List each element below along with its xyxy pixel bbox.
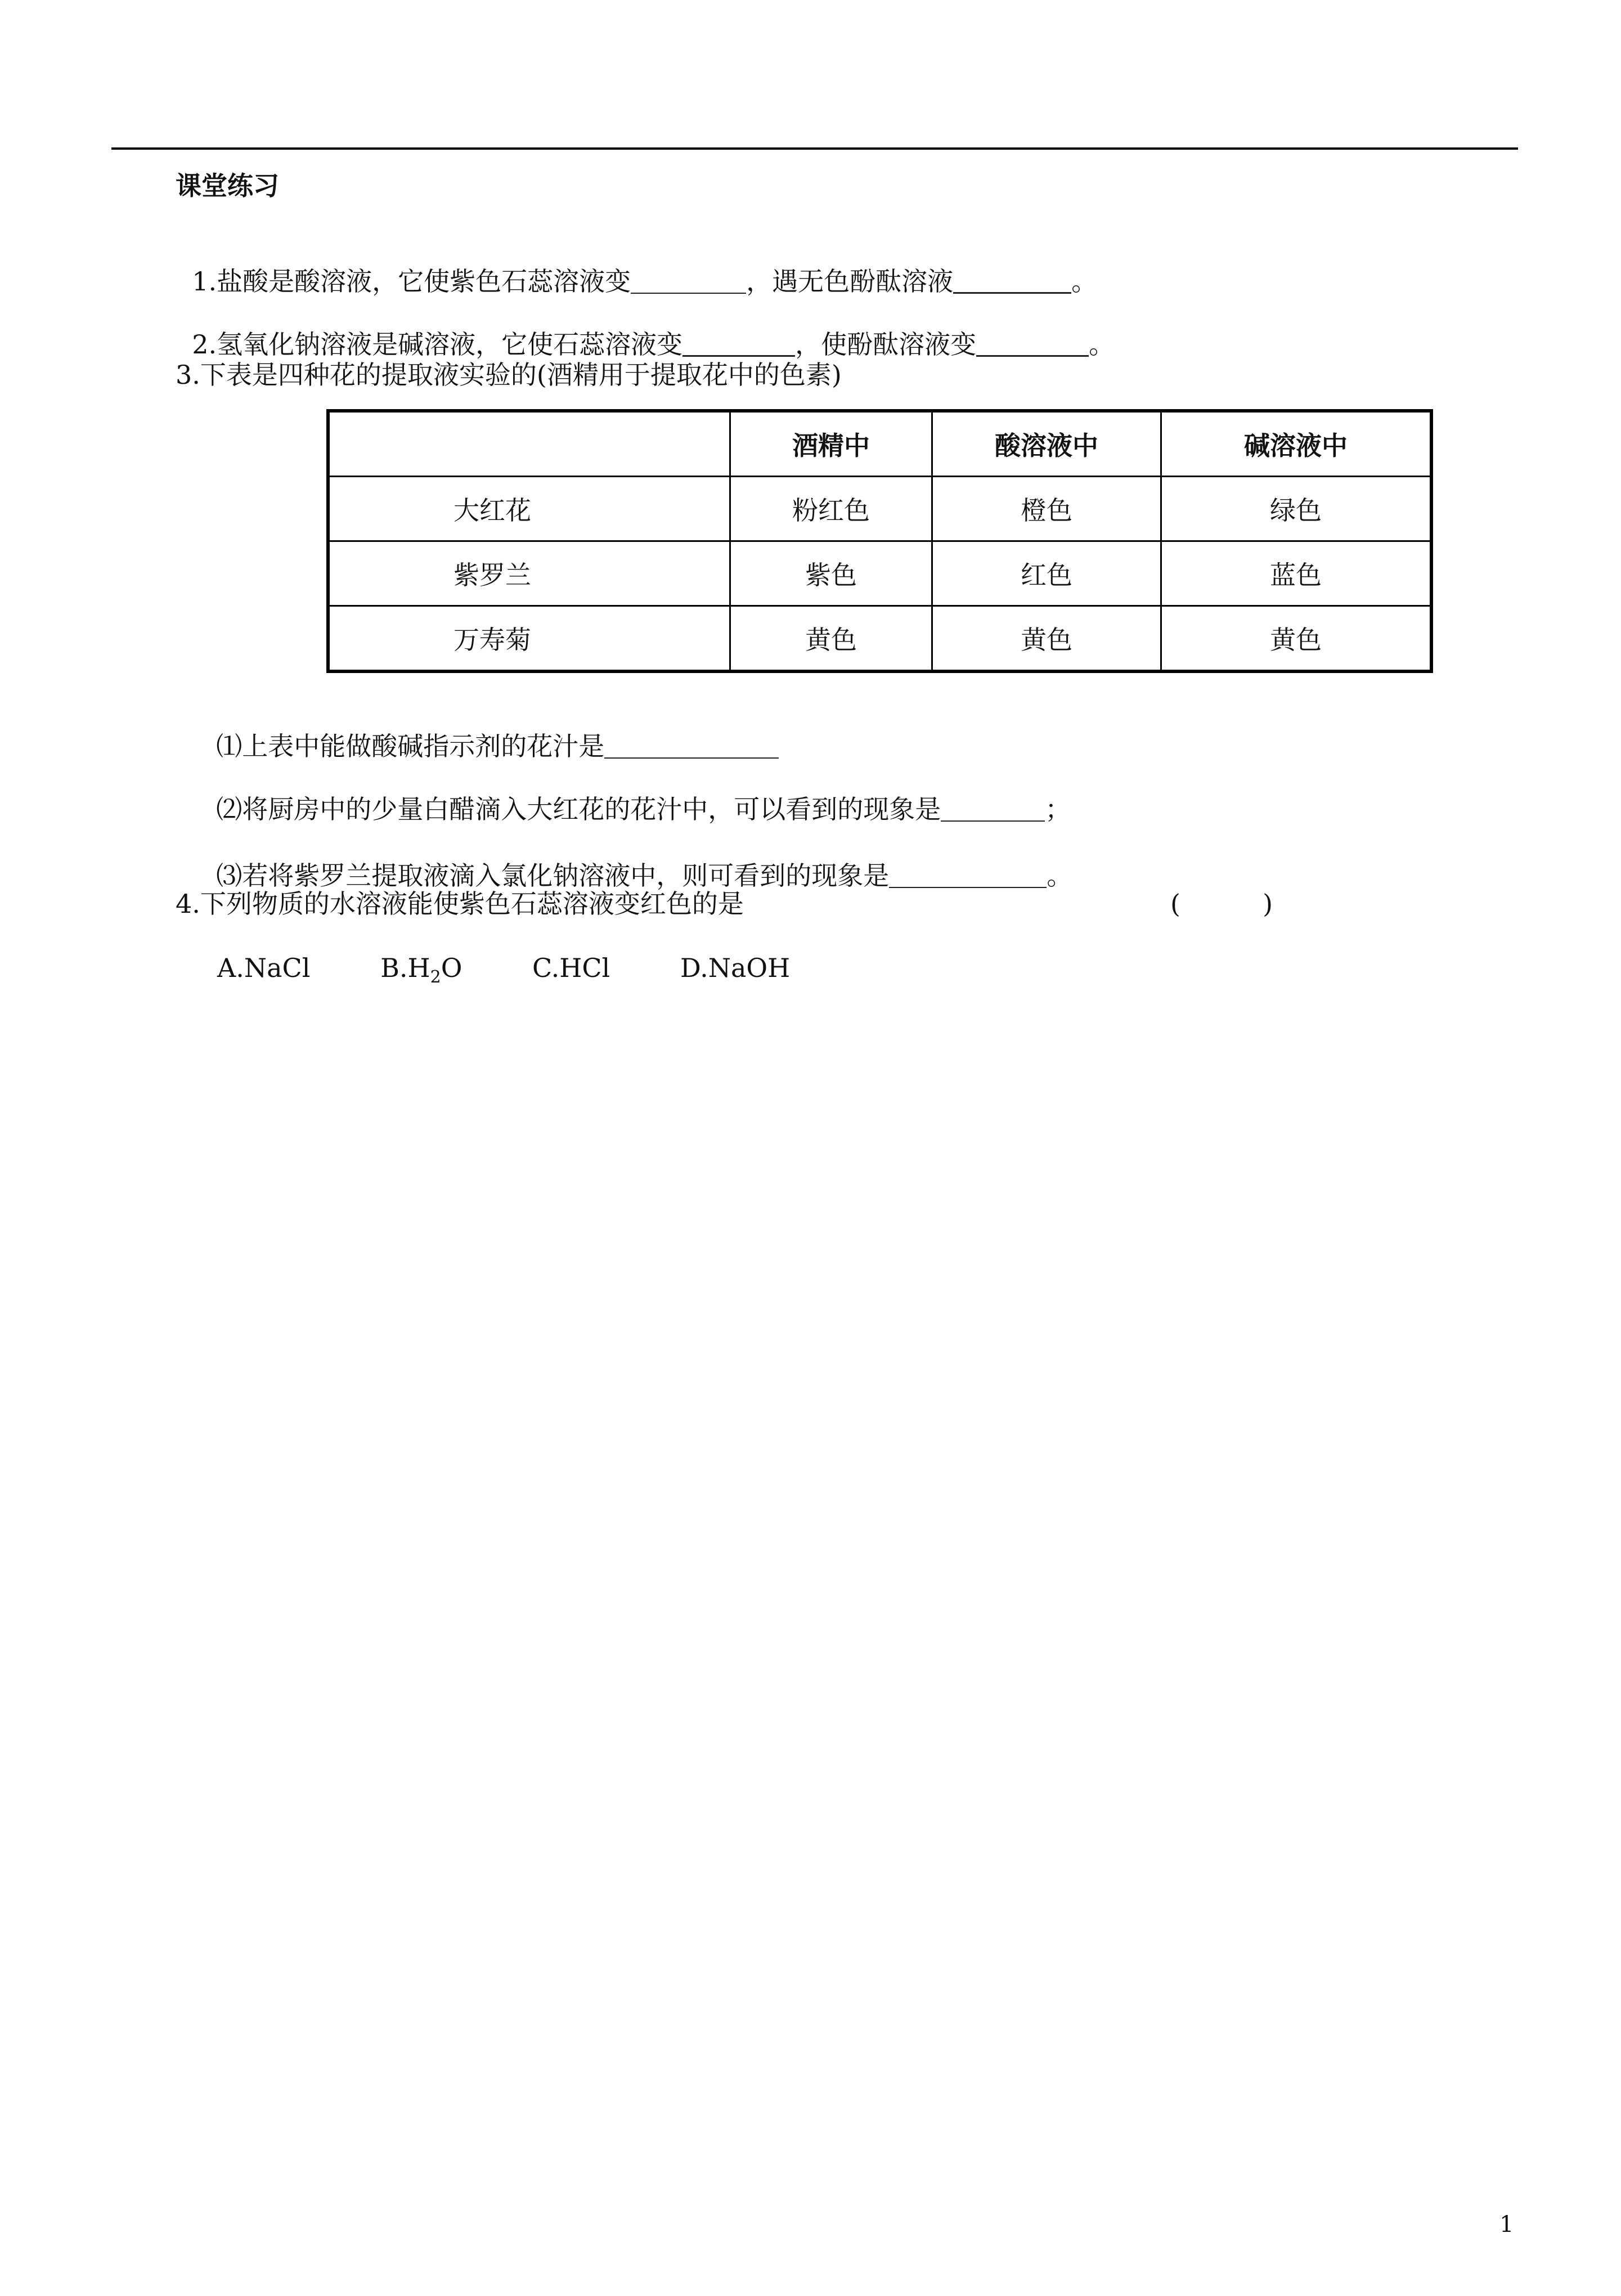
question-3-sub-2 — [200, 759, 1071, 826]
q1-text-1: 1.盐酸是酸溶液，它使紫色石蕊溶液变 — [192, 266, 631, 297]
q1-text-3: 。 — [1071, 266, 1098, 297]
table-cell: 绿色 — [1161, 477, 1432, 541]
table-cell: 橙色 — [932, 477, 1161, 541]
flower-extract-table — [326, 409, 1433, 673]
table-header-row — [328, 411, 1431, 477]
table-header-base: 碱溶液中 — [1161, 411, 1432, 477]
q3-sub2-end: ； — [1045, 794, 1071, 824]
q2-blank-2[interactable] — [976, 328, 1089, 361]
question-3-intro: 3.下表是四种花的提取液实验的(酒精用于提取花中的色素) — [176, 360, 842, 390]
q2-text-1: 2.氢氧化钠溶液是碱溶液，它使石蕊溶液变 — [192, 329, 683, 360]
table-row — [328, 606, 1431, 672]
q3-sub1-text: ⑴上表中能做酸碱指示剂的花汁是 — [216, 731, 605, 761]
q3-sub3-end: 。 — [1047, 860, 1073, 891]
question-2 — [176, 294, 1115, 361]
table-header-blank — [328, 411, 730, 477]
option-b-subscript: 2 — [430, 967, 441, 988]
table-cell-flower: 万寿菊 — [328, 606, 730, 672]
question-4-stem: 4.下列物质的水溶液能使紫色石蕊溶液变红色的是 — [176, 889, 744, 919]
table-cell: 黄色 — [932, 606, 1161, 672]
table-cell: 紫色 — [730, 541, 932, 606]
option-b-suffix: O — [441, 953, 462, 983]
table-row — [328, 477, 1431, 541]
table-cell-flower: 紫罗兰 — [328, 541, 730, 606]
option-b[interactable] — [380, 951, 462, 994]
page-number: 1 — [1499, 2212, 1514, 2237]
q3-sub2-text: ⑵将厨房中的少量白醋滴入大红花的花汁中，可以看到的现象是 — [216, 794, 941, 824]
q2-blank-1[interactable] — [682, 328, 795, 361]
q3-sub3-blank[interactable] — [889, 859, 1047, 893]
question-4-options — [217, 951, 852, 994]
table-cell: 黄色 — [1161, 606, 1432, 672]
question-3-sub-1 — [200, 696, 779, 763]
table-cell: 黄色 — [730, 606, 932, 672]
question-1 — [176, 231, 1097, 298]
q3-sub2-blank[interactable] — [941, 792, 1045, 826]
header-rule — [111, 147, 1518, 150]
option-b-prefix: B.H — [380, 953, 430, 983]
table-header-acid: 酸溶液中 — [932, 411, 1161, 477]
table-cell-flower: 大红花 — [328, 477, 730, 541]
q2-text-2: ，使酚酞溶液变 — [795, 329, 977, 360]
option-a[interactable]: A.NaCl — [217, 953, 311, 983]
q3-sub3-text: ⑶若将紫罗兰提取液滴入氯化钠溶液中，则可看到的现象是 — [216, 860, 890, 891]
q2-text-3: 。 — [1089, 329, 1115, 360]
q3-sub1-blank[interactable] — [604, 729, 779, 763]
question-3-sub-3 — [200, 825, 1072, 893]
option-d[interactable]: D.NaOH — [680, 953, 791, 983]
table-row — [328, 541, 1431, 606]
table-cell: 粉红色 — [730, 477, 932, 541]
table-header-alcohol: 酒精中 — [730, 411, 932, 477]
section-heading: 课堂练习 — [176, 171, 279, 201]
q1-blank-1[interactable] — [631, 264, 746, 298]
answer-parentheses[interactable]: ( ) — [1170, 889, 1273, 919]
q1-text-2: ，遇无色酚酞溶液 — [746, 266, 954, 297]
q1-blank-2[interactable] — [953, 264, 1071, 298]
table-cell: 蓝色 — [1161, 541, 1432, 606]
table-cell: 红色 — [932, 541, 1161, 606]
option-c[interactable]: C.HCl — [532, 953, 610, 983]
